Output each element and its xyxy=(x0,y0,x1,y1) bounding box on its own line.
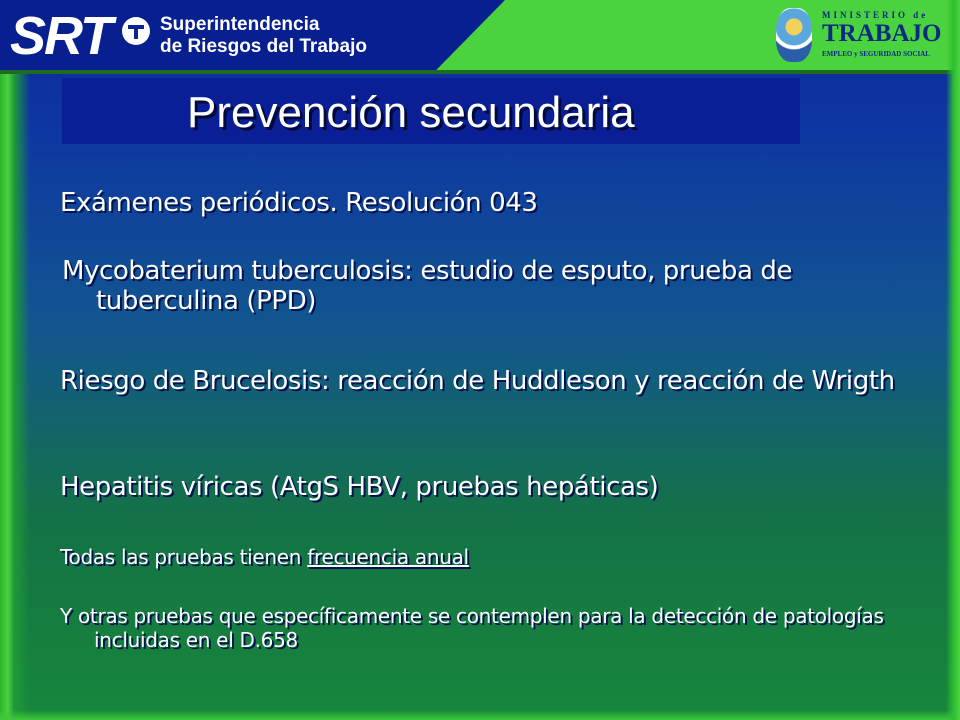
item-hepatitis: Hepatitis víricas (AtgS HBV, pruebas hepáticas) xyxy=(60,472,659,502)
slide-title: Prevención secundaria xyxy=(187,88,635,137)
item-brucelosis: Riesgo de Brucelosis: reacción de Huddleson y reacción de Wrigth xyxy=(60,366,895,396)
item-periodic-exams: Exámenes periódicos. Resolución 043 xyxy=(60,188,538,218)
org-name-line2: de Riesgos del Trabajo xyxy=(160,36,367,57)
ministry-subtitle: EMPLEO y SEGURIDAD SOCIAL xyxy=(822,50,930,58)
item-tuberculosis: Mycobaterium tuberculosis: estudio de esputo, prueba de tuberculina (PPD) xyxy=(62,256,793,316)
annual-frequency-emphasis: frecuencia anual xyxy=(307,545,469,569)
item-annual-frequency xyxy=(60,545,920,569)
ministry-name: TRABAJO xyxy=(822,20,942,47)
annual-frequency-prefix: Todas las pruebas tienen xyxy=(60,545,308,569)
ministry-logo xyxy=(772,6,947,66)
org-name-line1: Superintendencia xyxy=(160,14,320,35)
ministry-label: MINISTERIO de xyxy=(822,10,929,20)
srt-logo: SRT xyxy=(10,6,112,66)
header-banner xyxy=(0,0,960,72)
organization-name xyxy=(160,14,367,58)
item-other-tests: Y otras pruebas que específicamente se contemplen para la detección de patologías incluidas en el D.658 xyxy=(60,604,884,652)
slide-bottom-edge xyxy=(0,710,960,720)
national-seal-icon xyxy=(776,8,812,62)
header-shadow xyxy=(0,70,960,74)
srt-t-icon xyxy=(122,17,150,45)
